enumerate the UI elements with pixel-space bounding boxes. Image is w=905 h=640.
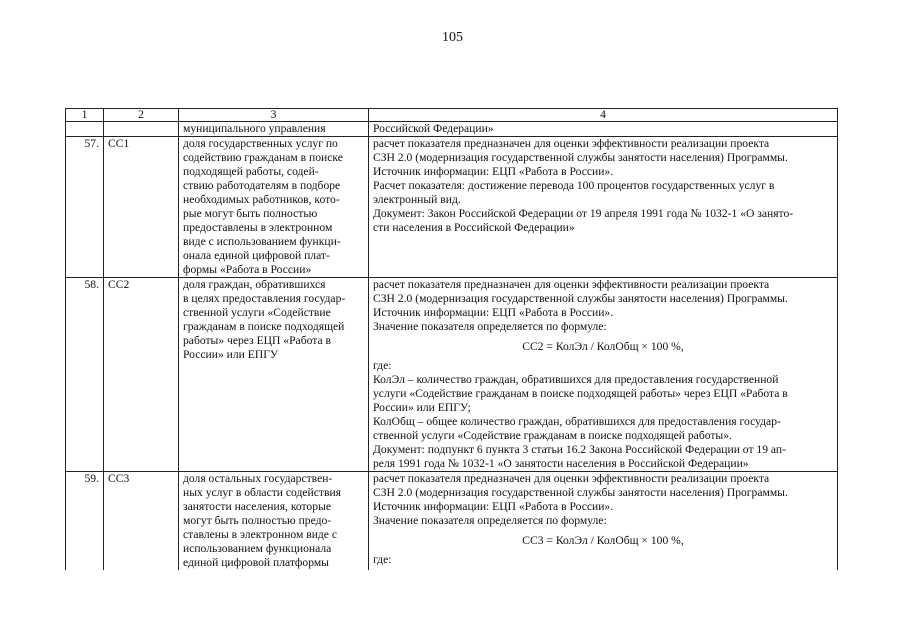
indicator-code: СС1 <box>104 137 179 278</box>
description-line: использованием функционала <box>183 542 332 555</box>
detail-line: где: <box>373 359 392 372</box>
detail-line: СЗН 2.0 (модернизация государственной службы занятости населения) Программы. <box>373 292 788 305</box>
description-line: содействию гражданам в поиске <box>183 151 343 164</box>
detail-line: реля 1991 года № 1032-1 «О занятости населения в Российской Федерации» <box>373 457 749 470</box>
detail-line: сти населения в Российской Федерации» <box>373 221 575 234</box>
detail-line: Источник информации: ЕЦП «Работа в России». <box>373 165 614 178</box>
description-line: ственной услуги «Содействие <box>183 306 331 319</box>
detail-line: Документ: Закон Российской Федерации от 19 апреля 1991 года № 1032-1 «О занято- <box>373 207 794 220</box>
indicator-description <box>179 472 369 571</box>
description-line: виде с использованием функци- <box>183 235 341 248</box>
header-col-1: 1 <box>66 109 104 122</box>
detail-line: Расчет показателя: достижение перевода 100 процентов государственных услуг в <box>373 179 775 192</box>
row-number: 57. <box>66 137 104 278</box>
indicator-code: СС3 <box>104 472 179 571</box>
description-line: ствию работодателям в подборе <box>183 179 341 192</box>
description-line: подходящей работы, содей- <box>183 165 319 178</box>
description-line: предоставлены в электронном <box>183 221 333 234</box>
detail-line: СЗН 2.0 (модернизация государственной службы занятости населения) Программы. <box>373 486 788 499</box>
detail-line: электронный вид. <box>373 193 461 206</box>
description-line: формы «Работа в России» <box>183 263 312 276</box>
detail-line: расчет показателя предназначен для оценки эффективности реализации проекта <box>373 278 770 291</box>
header-col-3: 3 <box>179 109 369 122</box>
detail-line: СЗН 2.0 (модернизация государственной службы занятости населения) Программы. <box>373 151 788 164</box>
row-number: 59. <box>66 472 104 571</box>
detail-line: России» или ЕПГУ; <box>373 401 471 414</box>
description-line: занятости населения, которые <box>183 500 331 513</box>
description-line: гражданам в поиске подходящей <box>183 320 345 333</box>
description-line: ных услуг в области содействия <box>183 486 341 499</box>
detail-line: услуги «Содействие гражданам в поиске подходящей работы» через ЕЦП «Работа в <box>373 387 788 400</box>
header-col-4: 4 <box>369 109 838 122</box>
detail-line: Значение показателя определяется по формуле: <box>373 514 607 527</box>
table-row <box>66 472 838 571</box>
description-line: единой цифровой платформы <box>183 556 329 569</box>
detail-line: КолОбщ – общее количество граждан, обратившихся для предоставления государ- <box>373 415 781 428</box>
indicator-details <box>369 278 838 472</box>
formula: СС3 = КолЭл / КолОбщ × 100 %, <box>522 534 684 547</box>
continuation-col3: муниципального управления <box>179 122 369 137</box>
detail-line: Источник информации: ЕЦП «Работа в России». <box>373 500 614 513</box>
formula: СС2 = КолЭл / КолОбщ × 100 %, <box>522 340 684 353</box>
page-number: 105 <box>442 30 463 45</box>
description-line: онала единой цифровой плат- <box>183 249 330 262</box>
description-line: доля государственных услуг по <box>183 137 338 150</box>
detail-line: Документ: подпункт 6 пункта 3 статьи 16.2 Закона Российской Федерации от 19 ап- <box>373 443 786 456</box>
detail-line: Значение показателя определяется по формуле: <box>373 320 607 333</box>
detail-line: где: <box>373 553 392 566</box>
continuation-col4: Российской Федерации» <box>369 122 838 137</box>
description-line: в целях предоставления государ- <box>183 292 346 305</box>
description-line: необходимых работников, кото- <box>183 193 340 206</box>
detail-line: КолЭл – количество граждан, обратившихся для предоставления государственной <box>373 373 779 386</box>
header-col-2: 2 <box>104 109 179 122</box>
detail-line: расчет показателя предназначен для оценки эффективности реализации проекта <box>373 137 770 150</box>
detail-line: ственной услуги «Содействие гражданам в поиске подходящей работы». <box>373 429 732 442</box>
indicator-details <box>369 137 838 278</box>
indicator-code: СС2 <box>104 278 179 472</box>
description-line: могут быть полностью предо- <box>183 514 332 527</box>
table-row <box>66 137 838 278</box>
detail-line: расчет показателя предназначен для оценки эффективности реализации проекта <box>373 472 770 485</box>
description-line: доля граждан, обратившихся <box>183 278 326 291</box>
indicator-description <box>179 278 369 472</box>
description-line: ставлены в электронном виде с <box>183 528 337 541</box>
header-row <box>66 109 838 122</box>
description-line: доля остальных государствен- <box>183 472 333 485</box>
indicator-details <box>369 472 838 571</box>
detail-line: Источник информации: ЕЦП «Работа в России». <box>373 306 614 319</box>
indicator-table <box>65 108 838 570</box>
row-number: 58. <box>66 278 104 472</box>
continuation-row <box>66 122 838 137</box>
description-line: рые могут быть полностью <box>183 207 318 220</box>
description-line: работы» через ЕЦП «Работа в <box>183 334 331 347</box>
table-row <box>66 278 838 472</box>
indicator-description <box>179 137 369 278</box>
description-line: России» или ЕПГУ <box>183 348 279 361</box>
